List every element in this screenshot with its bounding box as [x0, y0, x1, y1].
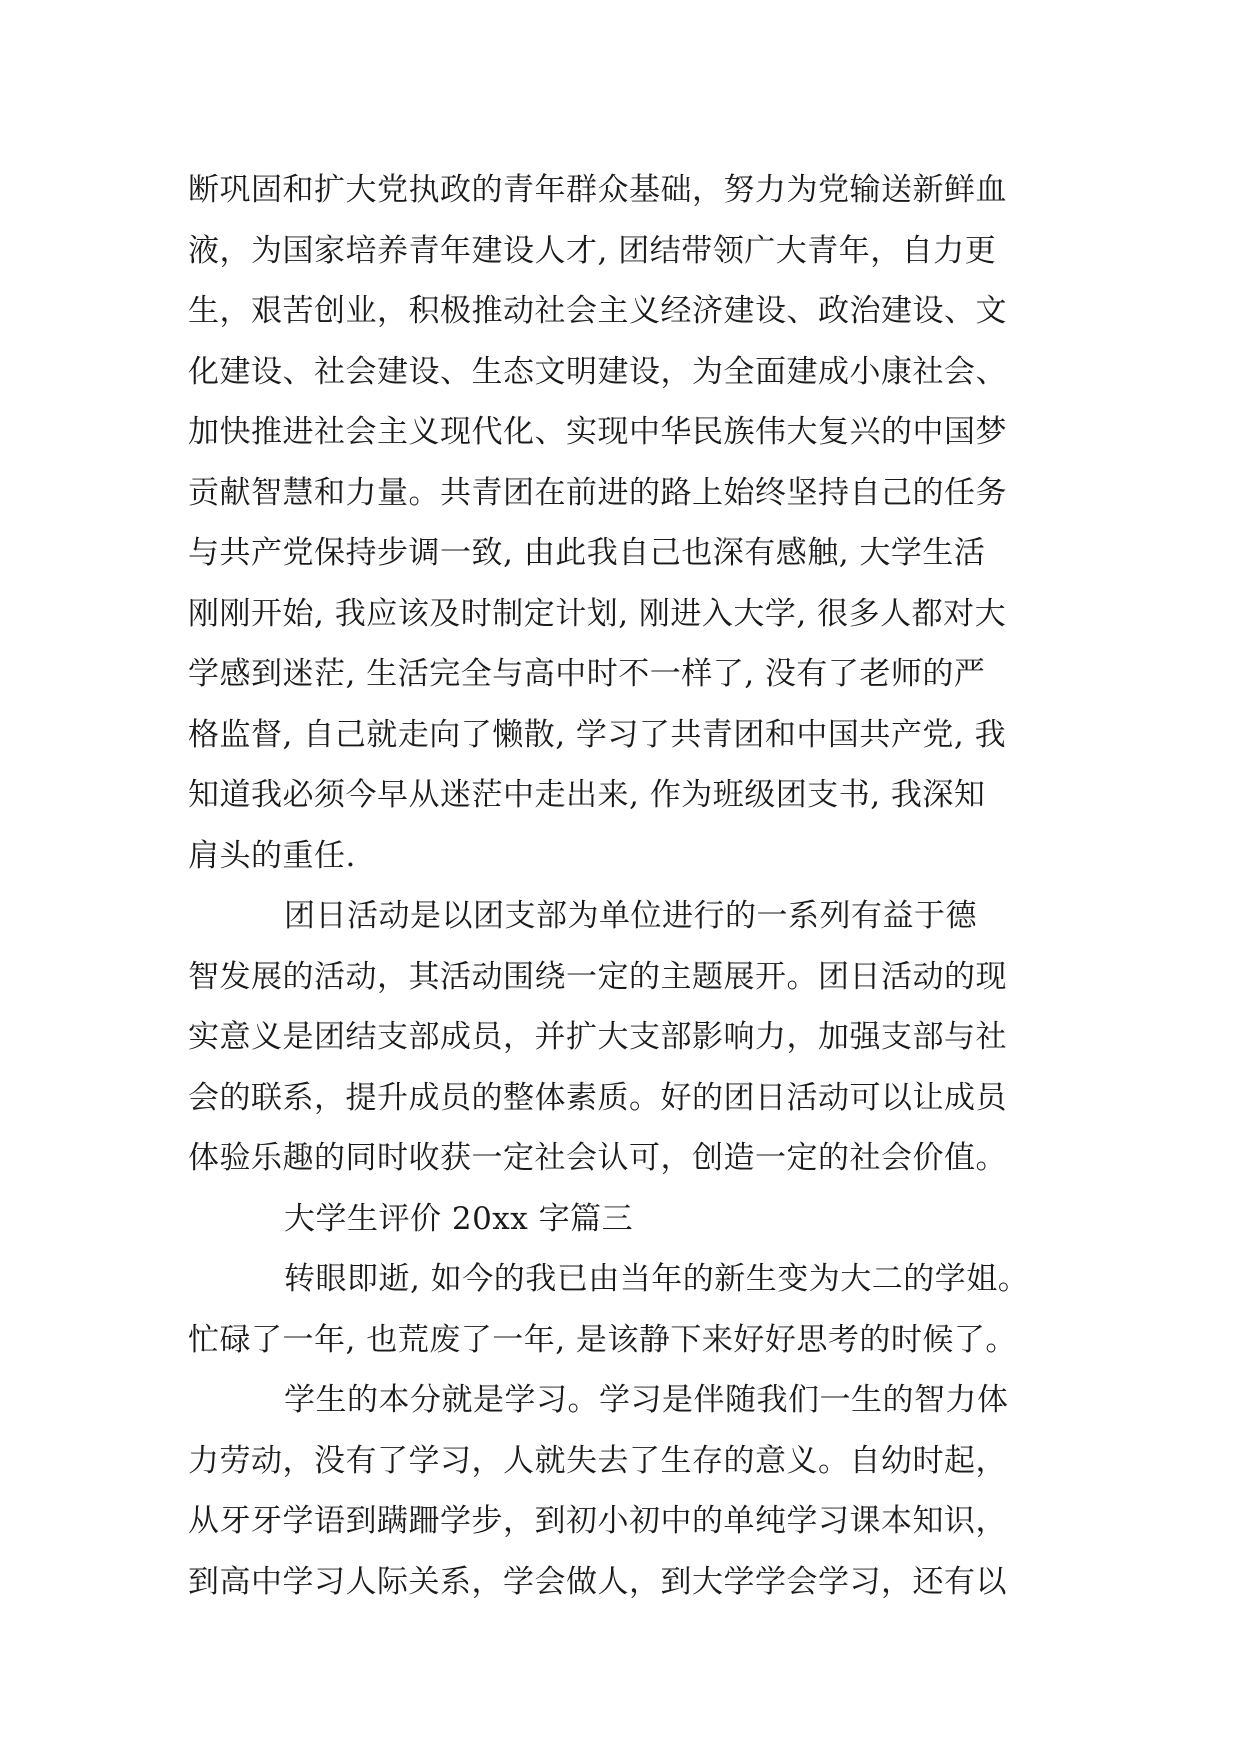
text-line: 肩头的重任. [188, 837, 356, 874]
section-heading: 大学生评价 20xx 字篇三 [284, 1200, 634, 1237]
text-line: 学感到迷茫, 生活完全与高中时不一样了, 没有了老师的严 [188, 656, 986, 692]
text-line: 从牙牙学语到蹒跚学步，到初小初中的单纯学习课本知识， [188, 1503, 1007, 1539]
text-line: 断巩固和扩大党执政的青年群众基础，努力为党输送新鲜血 [188, 172, 1007, 208]
text-line: 实意义是团结支部成员，并扩大支部影响力，加强支部与社 [188, 1019, 1007, 1055]
text-line: 液，为国家培养青年建设人才, 团结带领广大青年，自力更 [188, 232, 997, 269]
text-line: 到高中学习人际关系，学会做人，到大学学会学习，还有以 [188, 1563, 1007, 1600]
document-body [188, 160, 1058, 1612]
text-line: 与共产党保持步调一致, 由此我自己也深有感触, 大学生活 [188, 535, 986, 571]
text-line: 贡献智慧和力量。共青团在前进的路上始终坚持自己的任务 [188, 474, 1007, 511]
text-line: 忙碌了一年, 也荒废了一年, 是该静下来好好思考的时候了。 [188, 1321, 1017, 1358]
paragraph-start-line: 学生的本分就是学习。学习是伴随我们一生的智力体 [284, 1382, 1009, 1418]
text-line: 化建设、社会建设、生态文明建设，为全面建成小康社会、 [188, 353, 1007, 390]
text-line: 力劳动，没有了学习，人就失去了生存的意义。自幼时起， [188, 1442, 1007, 1479]
paragraph-start-line: 团日活动是以团支部为单位进行的一系列有益于德 [284, 898, 977, 934]
text-line: 生，艰苦创业，积极推动社会主义经济建设、政治建设、文 [188, 293, 1007, 329]
text-line: 格监督, 自己就走向了懒散, 学习了共青团和中国共产党, 我 [188, 716, 1007, 753]
text-line: 知道我必须今早从迷茫中走出来, 作为班级团支书, 我深知 [188, 777, 986, 813]
text-line: 智发展的活动，其活动围绕一定的主题展开。团日活动的现 [188, 958, 1007, 995]
paragraph-start-line: 转眼即逝, 如今的我已由当年的新生变为大二的学姐。 [284, 1261, 1030, 1297]
text-line: 体验乐趣的同时收获一定社会认可，创造一定的社会价值。 [188, 1140, 1007, 1176]
text-line: 刚刚开始, 我应该及时制定计划, 刚进入大学, 很多人都对大 [188, 595, 1007, 632]
text-line: 会的联系，提升成员的整体素质。好的团日活动可以让成员 [188, 1079, 1007, 1116]
text-line: 加快推进社会主义现代化、实现中华民族伟大复兴的中国梦 [188, 414, 1007, 450]
